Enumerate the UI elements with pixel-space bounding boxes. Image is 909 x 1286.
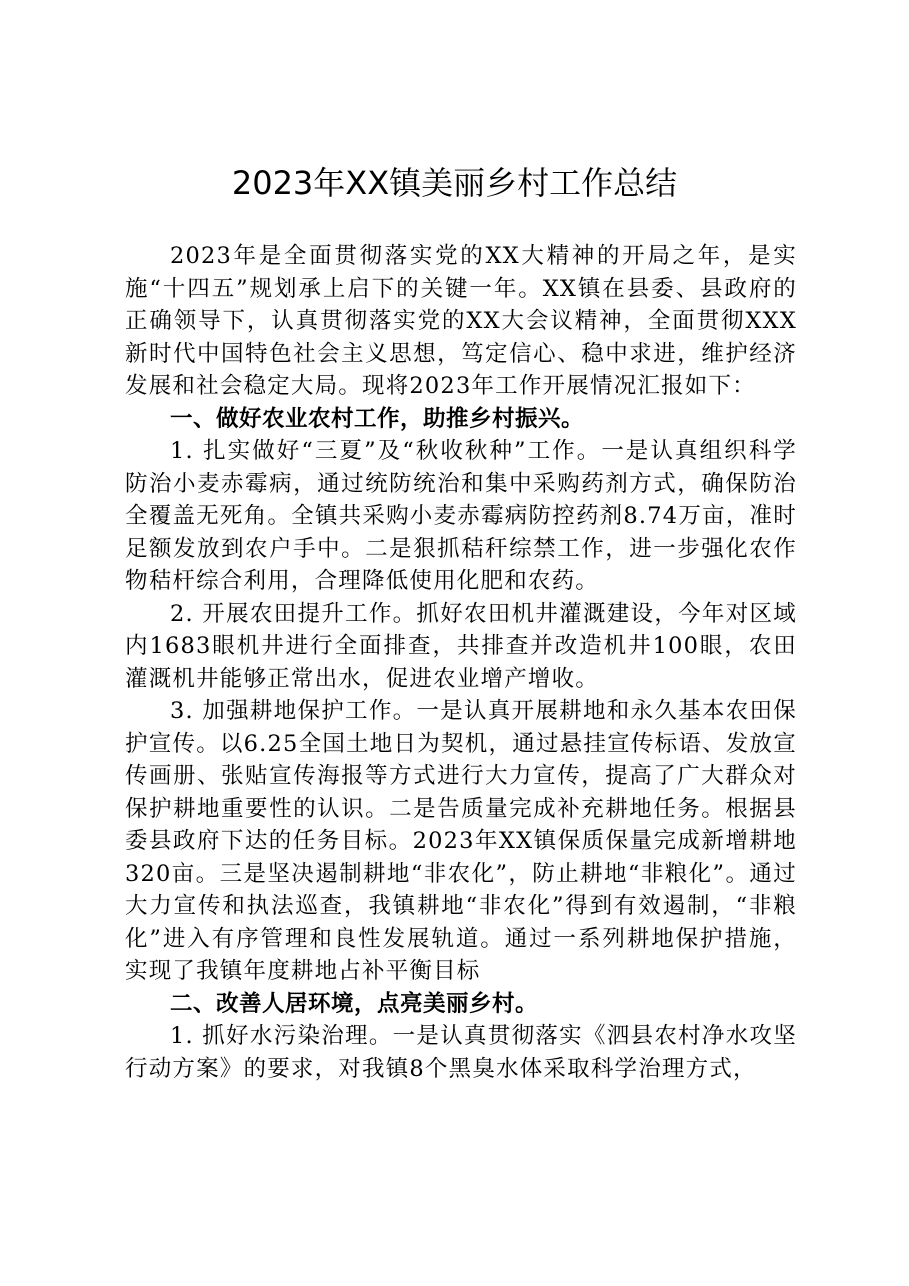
section-heading-living-environment: 二、改善人居环境，点亮美丽乡村。 [170,990,539,1017]
intro-paragraph: 2023年是全面贯彻落实党的XX大精神的开局之年，是实施“十四五”规划承上启下的关键一年。XX镇在县委、县政府的正确领导下，认真贯彻落实党的XX大会议精神，全面贯彻XXX新时代中国特色社会主义思想，笃定信心、稳中求进，维护经济发展和社会稳定大局。现将2023年工作开展情况汇报如下： [125,243,797,399]
section-heading-agriculture: 一、做好农业农村工作，助推乡村振兴。 [170,405,585,432]
document-body [125,240,797,1085]
document-title: 2023年XX镇美丽乡村工作总结 [231,164,678,202]
paragraph-farmland-improvement: 2. 开展农田提升工作。抓好农田机井灌溉建设，今年对区域内1683眼机井进行全面排查，共排查并改造机井100眼，农田灌溉机井能够正常出水，促进农业增产增收。 [125,600,797,692]
paragraph-summer-autumn-work: 1. 扎实做好“三夏”及“秋收秋种”工作。一是认真组织科学防治小麦赤霉病，通过统防统治和集中采购药剂方式，确保防治全覆盖无死角。全镇共采购小麦赤霉病防控药剂8.74万亩，准时足额发放到农户手中。二是狠抓秸秆综禁工作，进一步强化农作物秸杆综合利用，合理降低使用化肥和农药。 [125,438,797,594]
paragraph-water-pollution: 1. 抓好水污染治理。一是认真贯彻落实《泗县农村净水攻坚行动方案》的要求，对我镇8个黑臭水体采取科学治理方式， [125,1023,797,1082]
paragraph-farmland-protection: 3. 加强耕地保护工作。一是认真开展耕地和永久基本农田保护宣传。以6.25全国土地日为契机，通过悬挂宣传标语、发放宣传画册、张贴宣传海报等方式进行大力宣传，提高了广大群众对保护耕地重要性的认识。二是告质量完成补充耕地任务。根据县委县政府下达的任务目标。2023年XX镇保质保量完成新增耕地320亩。三是坚决遏制耕地“非农化”，防止耕地“非粮化”。通过大力宣传和执法巡查，我镇耕地“非农化”得到有效遏制，“非粮化”进入有序管理和良性发展轨道。通过一系列耕地保护措施，实现了我镇年度耕地占补平衡目标 [125,698,797,984]
